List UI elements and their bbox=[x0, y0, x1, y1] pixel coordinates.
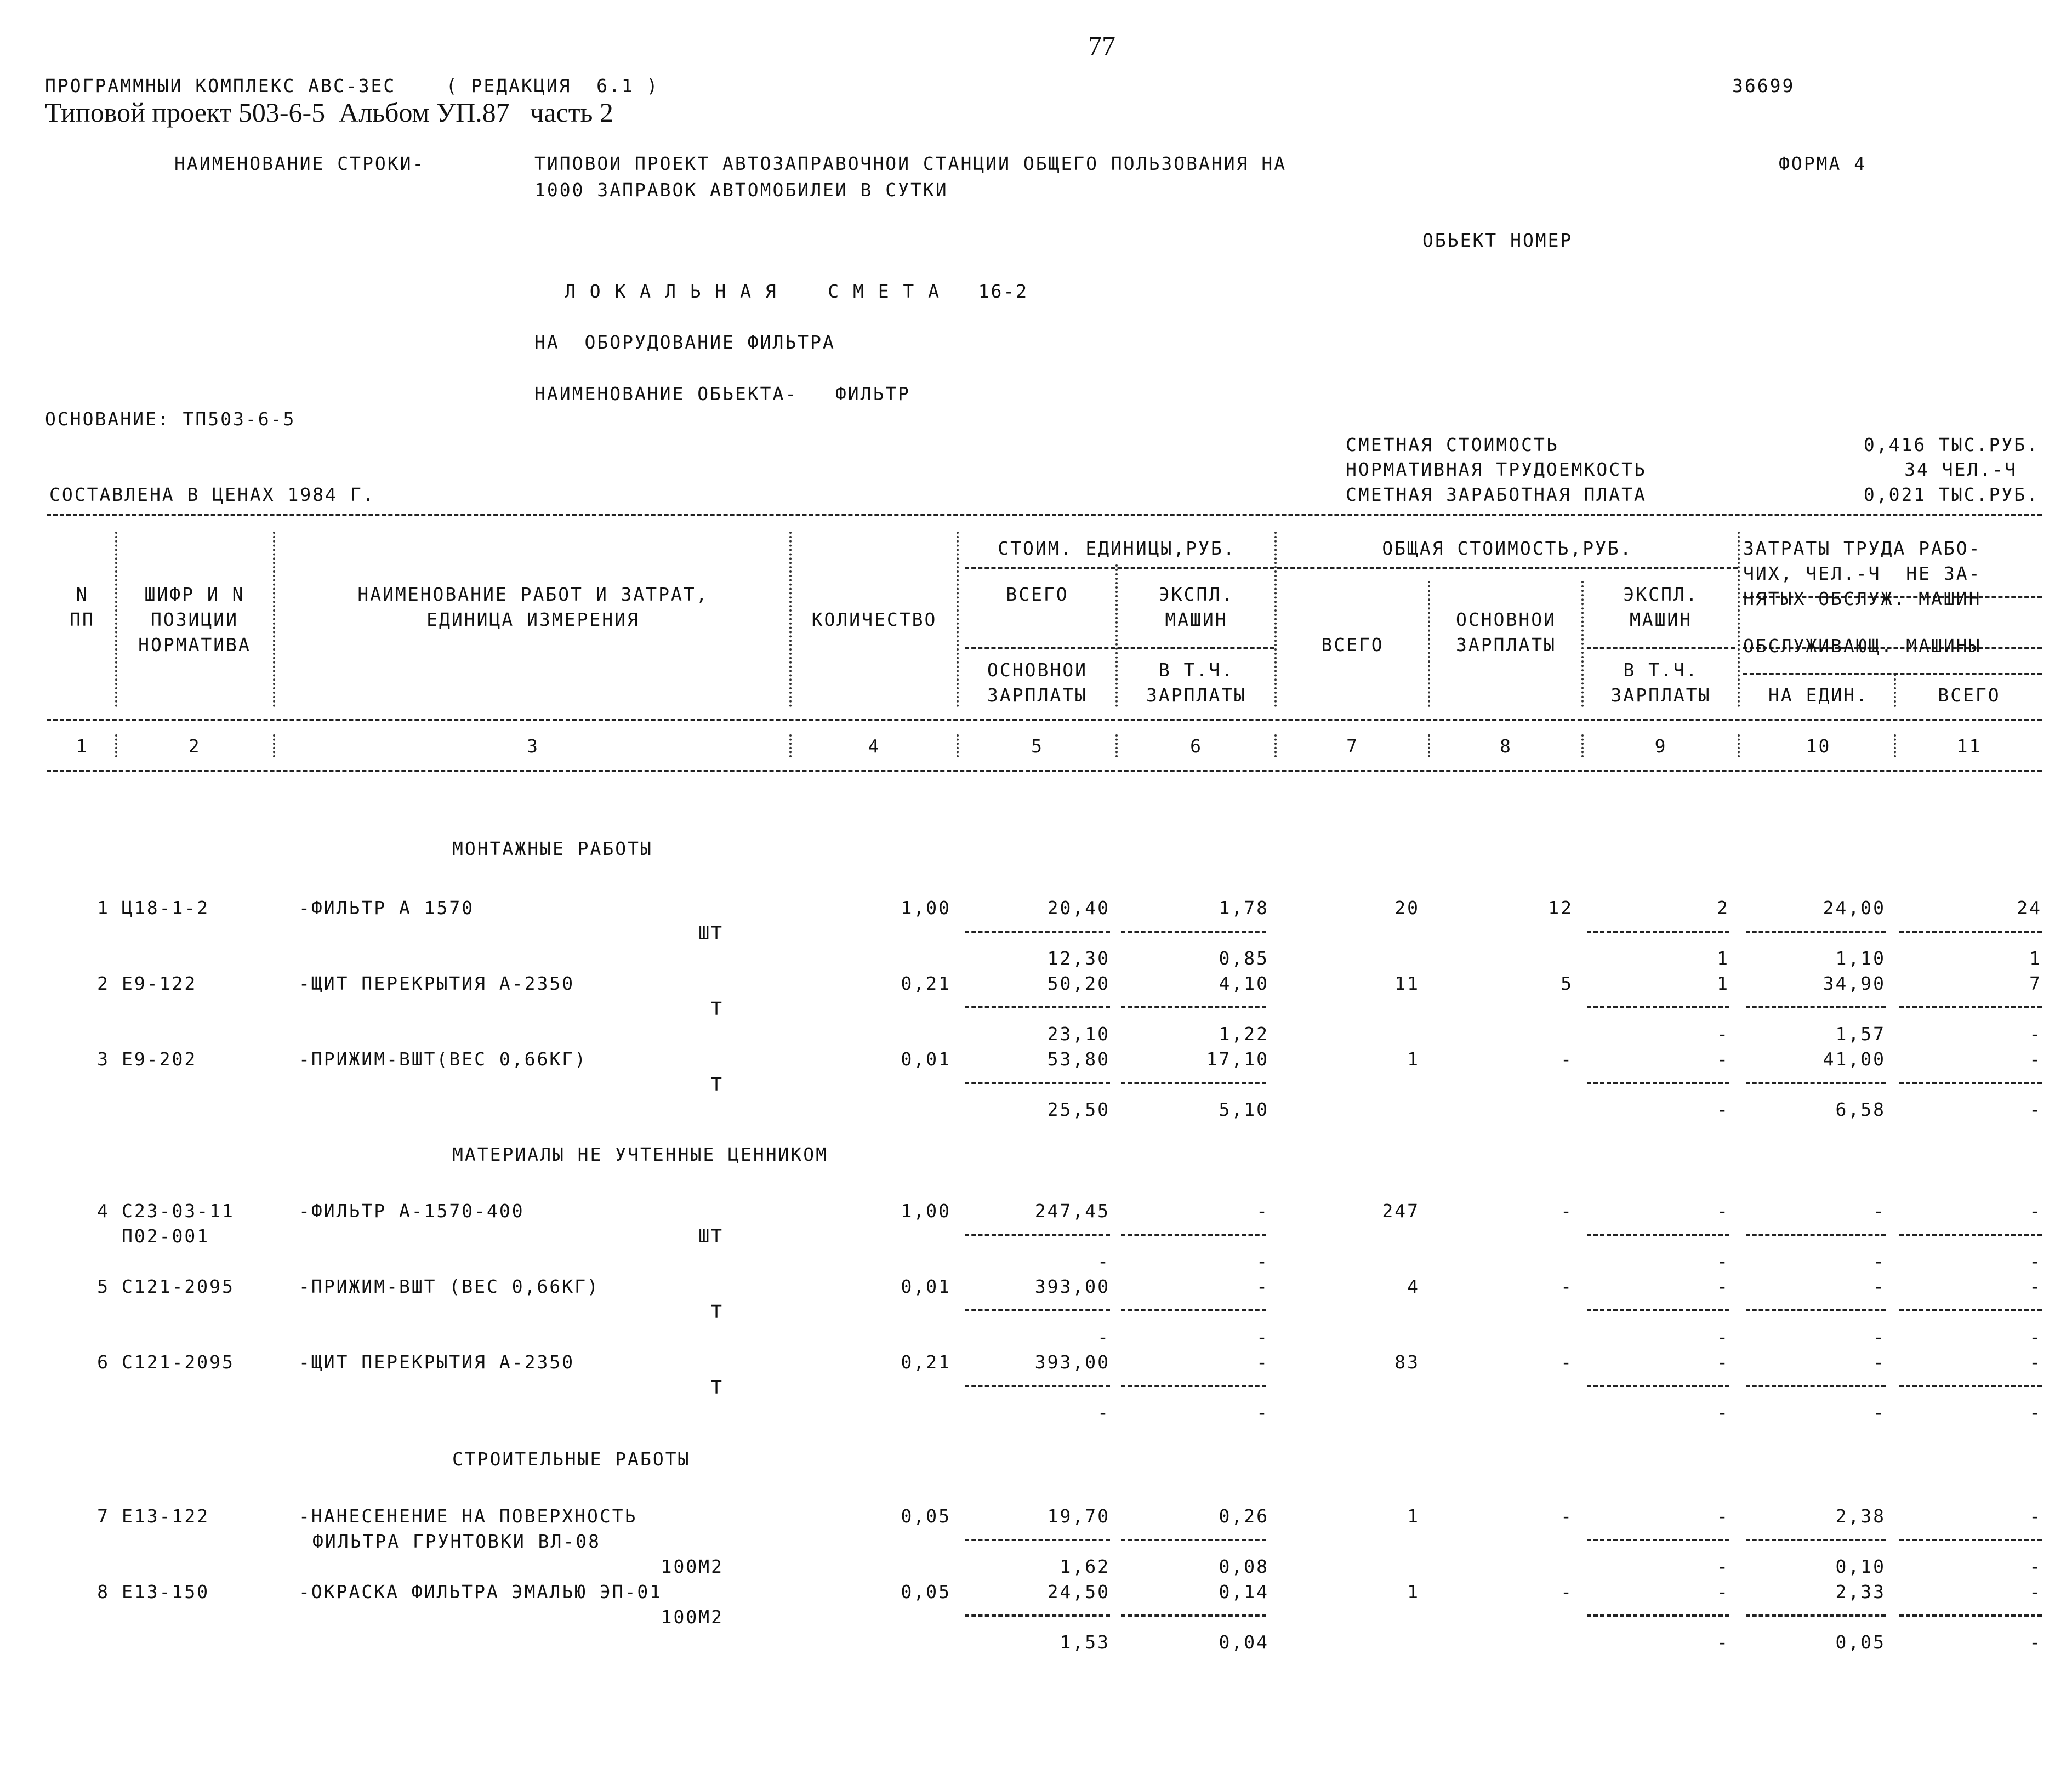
subrule bbox=[1121, 1234, 1266, 1236]
service-labor-total: - bbox=[2029, 1326, 2042, 1348]
unit-machine-cost: - bbox=[1256, 1200, 1269, 1222]
unit-incl-header: В Т.Ч. bbox=[1158, 659, 1234, 681]
column-number: 2 bbox=[188, 735, 201, 757]
service-labor-total: - bbox=[2029, 1556, 2042, 1577]
item-unit: Т bbox=[711, 1377, 724, 1398]
col-sep bbox=[1581, 734, 1584, 757]
unit-incl-wage: - bbox=[1256, 1251, 1269, 1272]
service-labor-total: 1 bbox=[2029, 948, 2042, 969]
column-number: 6 bbox=[1190, 735, 1203, 757]
total-incl-wage: - bbox=[1717, 1326, 1729, 1348]
table-row bbox=[0, 1050, 1, 1051]
unit-wage: - bbox=[1097, 1251, 1110, 1272]
header-bottom-rule bbox=[47, 770, 2042, 772]
subrule bbox=[1899, 1385, 2042, 1387]
total-machine: - bbox=[1717, 1351, 1729, 1373]
item-unit: 100М2 bbox=[661, 1556, 724, 1577]
item-code: Е13-122 bbox=[122, 1505, 210, 1527]
total-wage: - bbox=[1561, 1505, 1573, 1527]
column-number: 5 bbox=[1031, 735, 1044, 757]
item-number: 5 bbox=[97, 1276, 110, 1297]
total-incl-wage: - bbox=[1717, 1251, 1729, 1272]
total-machine: - bbox=[1717, 1581, 1729, 1602]
total-all-header: ВСЕГО bbox=[1321, 634, 1384, 655]
header-sub-rule bbox=[965, 567, 1274, 569]
summary-label: СМЕТНАЯ СТОИМОСТЬ bbox=[1346, 434, 1559, 455]
total-machine: 1 bbox=[1717, 973, 1729, 994]
total-cost: 1 bbox=[1407, 1581, 1420, 1602]
summary-label: СМЕТНАЯ ЗАРАБОТНАЯ ПЛАТА bbox=[1346, 484, 1647, 505]
total-machine: - bbox=[1717, 1200, 1729, 1222]
col-sep bbox=[1738, 734, 1740, 757]
subrule bbox=[1587, 1309, 1729, 1311]
row-name-line2: 1000 ЗАПРАВОК АВТОМОБИЛЕИ В СУТКИ bbox=[534, 179, 948, 201]
col-sep bbox=[957, 734, 959, 757]
subrule bbox=[1121, 1082, 1266, 1084]
col3-header: НАИМЕНОВАНИЕ РАБОТ И ЗАТРАТ, bbox=[357, 584, 709, 605]
col-sep bbox=[1274, 734, 1277, 757]
unit-incl-wage: 1,22 bbox=[1219, 1023, 1269, 1045]
item-code: Ц18-1-2 bbox=[122, 897, 210, 918]
unit-wage: - bbox=[1097, 1402, 1110, 1423]
unit-wage: 12,30 bbox=[1047, 948, 1110, 969]
subrule bbox=[1121, 1006, 1266, 1008]
item-unit: Т bbox=[711, 998, 724, 1019]
item-number: 2 bbox=[97, 973, 110, 994]
col-sep bbox=[789, 734, 792, 757]
subrule bbox=[965, 1234, 1110, 1236]
service-labor-total: - bbox=[2029, 1023, 2042, 1045]
unit-machine-header: ЭКСПЛ. bbox=[1158, 584, 1234, 605]
col-sep bbox=[957, 532, 959, 707]
labor-header: НЯТЫХ ОБСЛУЖ. МАШИН bbox=[1743, 588, 1982, 609]
subrule bbox=[1746, 1539, 1886, 1541]
subrule bbox=[1746, 931, 1886, 933]
subrule bbox=[1746, 1006, 1886, 1008]
subrule bbox=[1899, 1614, 2042, 1617]
item-number: 1 bbox=[97, 897, 110, 918]
labor-unit: 2,33 bbox=[1835, 1581, 1886, 1602]
col-sep bbox=[789, 532, 792, 707]
subrule bbox=[1587, 1539, 1729, 1541]
labor-total: 7 bbox=[2029, 973, 2042, 994]
header-sub-rule bbox=[965, 647, 1274, 649]
item-name: -ЩИТ ПЕРЕКРЫТИЯ А-2350 bbox=[299, 973, 575, 994]
col1-header: ПП bbox=[70, 609, 95, 630]
col-sep bbox=[1115, 564, 1118, 707]
object-number-label: ОБЬЕКТ НОМЕР bbox=[1422, 230, 1573, 251]
column-number: 11 bbox=[1956, 735, 1982, 757]
total-cost: 20 bbox=[1394, 897, 1420, 918]
column-number: 7 bbox=[1346, 735, 1359, 757]
col4-header: КОЛИЧЕСТВО bbox=[811, 609, 937, 630]
unit-total-cost: 247,45 bbox=[1034, 1200, 1110, 1222]
subrule bbox=[1121, 1309, 1266, 1311]
total-wage-header: ЗАРПЛАТЫ bbox=[1456, 634, 1556, 655]
labor-unit: - bbox=[1873, 1351, 1886, 1373]
unit-machine-cost: 0,14 bbox=[1219, 1581, 1269, 1602]
service-labor-total: - bbox=[2029, 1251, 2042, 1272]
item-name: -НАНЕСЕНЕНИЕ НА ПОВЕРХНОСТЬ bbox=[299, 1505, 637, 1527]
item-code: Е9-202 bbox=[122, 1048, 197, 1070]
unit-incl-wage: 0,08 bbox=[1219, 1556, 1269, 1577]
subrule bbox=[1746, 1385, 1886, 1387]
item-unit: Т bbox=[711, 1301, 724, 1322]
unit-incl-wage: - bbox=[1256, 1326, 1269, 1348]
subrule bbox=[1899, 1082, 2042, 1084]
total-wage-header: ОСНОВНОИ bbox=[1456, 609, 1556, 630]
subrule bbox=[1121, 1385, 1266, 1387]
program-line: ПРОГРАММНЫИ КОМПЛЕКС АВС-3ЕС ( РЕДАКЦИЯ 6.1 ) bbox=[45, 75, 659, 96]
item-quantity: 0,05 bbox=[901, 1581, 951, 1602]
unit-total-cost: 20,40 bbox=[1047, 897, 1110, 918]
unit-wage: - bbox=[1097, 1326, 1110, 1348]
table-row bbox=[0, 1353, 1, 1354]
total-incl-wage: 1 bbox=[1717, 948, 1729, 969]
labor-header: ЗАТРАТЫ ТРУДА РАБО- bbox=[1743, 538, 1982, 559]
table-row bbox=[0, 1277, 1, 1278]
col-sep bbox=[1428, 581, 1430, 707]
column-number: 1 bbox=[76, 735, 89, 757]
item-unit: Т bbox=[711, 1074, 724, 1095]
col1-header: N bbox=[76, 584, 89, 605]
labor-unit: 34,90 bbox=[1823, 973, 1886, 994]
total-incl-header: В Т.Ч. bbox=[1623, 659, 1699, 681]
subrule bbox=[1121, 1614, 1266, 1617]
service-labor-total: - bbox=[2029, 1402, 2042, 1423]
total-incl-wage: - bbox=[1717, 1402, 1729, 1423]
item-name: -ФИЛЬТР А-1570-400 bbox=[299, 1200, 525, 1222]
summary-label: НОРМАТИВНАЯ ТРУДОЕМКОСТЬ bbox=[1346, 459, 1647, 480]
subrule bbox=[965, 1539, 1110, 1541]
subrule bbox=[1587, 1385, 1729, 1387]
item-name: -ПРИЖИМ-ВШТ(ВЕС 0,66КГ) bbox=[299, 1048, 587, 1070]
col-sep bbox=[273, 734, 275, 757]
total-incl-wage: - bbox=[1717, 1099, 1729, 1120]
item-quantity: 1,00 bbox=[901, 897, 951, 918]
unit-wage: 1,53 bbox=[1060, 1631, 1110, 1653]
subrule bbox=[1121, 931, 1266, 933]
labor-header: ЧИХ, ЧЕЛ.-Ч НЕ ЗА- bbox=[1743, 563, 1982, 584]
unit-total-cost: 19,70 bbox=[1047, 1505, 1110, 1527]
subrule bbox=[1899, 1309, 2042, 1311]
service-labor-unit: - bbox=[1873, 1326, 1886, 1348]
item-number: 3 bbox=[97, 1048, 110, 1070]
service-labor-total: - bbox=[2029, 1631, 2042, 1653]
item-number: 6 bbox=[97, 1351, 110, 1373]
subrule bbox=[1746, 1082, 1886, 1084]
total-cost: 247 bbox=[1382, 1200, 1420, 1222]
total-incl-wage: - bbox=[1717, 1023, 1729, 1045]
item-number: 4 bbox=[97, 1200, 110, 1222]
total-wage: 12 bbox=[1548, 897, 1573, 918]
total-machine-header: ЭКСПЛ. bbox=[1623, 584, 1699, 605]
item-name: -ОКРАСКА ФИЛЬТРА ЭМАЛЬЮ ЭП-01 bbox=[299, 1581, 663, 1602]
item-number: 7 bbox=[97, 1505, 110, 1527]
labor-total: 24 bbox=[2017, 897, 2042, 918]
labor-service-header: ОБСЛУЖИВАЮЩ. МАШИНЫ bbox=[1743, 635, 1982, 657]
labor-unit: 41,00 bbox=[1823, 1048, 1886, 1070]
item-unit: 100М2 bbox=[661, 1606, 724, 1628]
item-name: -ЩИТ ПЕРЕКРЫТИЯ А-2350 bbox=[299, 1351, 575, 1373]
estimate-subject: НА ОБОРУДОВАНИЕ ФИЛЬТРА bbox=[534, 332, 835, 353]
labor-total: - bbox=[2029, 1505, 2042, 1527]
col-sep bbox=[273, 532, 275, 707]
service-labor-unit: 1,57 bbox=[1835, 1023, 1886, 1045]
summary-value: 0,021 ТЫС.РУБ. bbox=[1863, 484, 2039, 505]
item-quantity: 0,05 bbox=[901, 1505, 951, 1527]
col-sep bbox=[1894, 734, 1896, 757]
unit-total-cost: 50,20 bbox=[1047, 973, 1110, 994]
unit-machine-cost: - bbox=[1256, 1276, 1269, 1297]
subrule bbox=[965, 1614, 1110, 1617]
unit-machine-cost: 4,10 bbox=[1219, 973, 1269, 994]
total-cost: 1 bbox=[1407, 1505, 1420, 1527]
labor-total: - bbox=[2029, 1200, 2042, 1222]
labor-total: - bbox=[2029, 1581, 2042, 1602]
item-code: Е9-122 bbox=[122, 973, 197, 994]
col-sep bbox=[1894, 674, 1896, 707]
item-code: Е13-150 bbox=[122, 1581, 210, 1602]
header-sub-rule bbox=[1587, 647, 1735, 649]
unit-cost-header: СТОИМ. ЕДИНИЦЫ,РУБ. bbox=[998, 538, 1236, 559]
total-cost: 4 bbox=[1407, 1276, 1420, 1297]
labor-total: - bbox=[2029, 1351, 2042, 1373]
column-number: 10 bbox=[1806, 735, 1831, 757]
total-cost: 83 bbox=[1394, 1351, 1420, 1373]
estimate-title: Л О К А Л Ь Н А Я С М Е Т А 16-2 bbox=[565, 281, 1029, 302]
col-sep bbox=[115, 532, 117, 707]
col2-header: НОРМАТИВА bbox=[138, 634, 251, 655]
total-machine: - bbox=[1717, 1505, 1729, 1527]
item-unit: ШТ bbox=[698, 1225, 724, 1247]
total-wage: 5 bbox=[1561, 973, 1573, 994]
prices-basis: СОСТАВЛЕНА В ЦЕНАХ 1984 Г. bbox=[49, 484, 375, 505]
subrule bbox=[1899, 1539, 2042, 1541]
item-quantity: 0,21 bbox=[901, 973, 951, 994]
unit-wage: 23,10 bbox=[1047, 1023, 1110, 1045]
item-quantity: 0,21 bbox=[901, 1351, 951, 1373]
unit-total-cost: 24,50 bbox=[1047, 1581, 1110, 1602]
service-labor-unit: 0,05 bbox=[1835, 1631, 1886, 1653]
unit-wage-header: ЗАРПЛАТЫ bbox=[987, 684, 1088, 706]
item-name-continuation: ФИЛЬТРА ГРУНТОВКИ ВЛ-08 bbox=[312, 1531, 601, 1552]
total-machine: 2 bbox=[1717, 897, 1729, 918]
col-sep bbox=[1428, 734, 1430, 757]
album-line: Типовой проект 503-6-5 Альбом УП.87 часть 2 bbox=[45, 97, 613, 128]
labor-unit: - bbox=[1873, 1276, 1886, 1297]
table-row bbox=[0, 1507, 1, 1508]
item-code: С23-03-11 bbox=[122, 1200, 235, 1222]
section-title: МАТЕРИАЛЫ НЕ УЧТЕННЫЕ ЦЕННИКОМ bbox=[452, 1144, 829, 1165]
labor-total: - bbox=[2029, 1048, 2042, 1070]
labor-unit: 24,00 bbox=[1823, 897, 1886, 918]
item-quantity: 1,00 bbox=[901, 1200, 951, 1222]
doc-code: 36699 bbox=[1732, 75, 1795, 96]
subrule bbox=[1899, 1234, 2042, 1236]
total-cost-header: ОБЩАЯ СТОИМОСТЬ,РУБ. bbox=[1382, 538, 1633, 559]
col-sep bbox=[1581, 581, 1584, 707]
total-cost: 11 bbox=[1394, 973, 1420, 994]
labor-total-header: ВСЕГО bbox=[1938, 684, 2001, 706]
subrule bbox=[1899, 931, 2042, 933]
total-machine: - bbox=[1717, 1276, 1729, 1297]
unit-machine-cost: 1,78 bbox=[1219, 897, 1269, 918]
unit-wage: 25,50 bbox=[1047, 1099, 1110, 1120]
total-wage: - bbox=[1561, 1276, 1573, 1297]
subrule bbox=[965, 1082, 1110, 1084]
service-labor-unit: 1,10 bbox=[1835, 948, 1886, 969]
total-wage: - bbox=[1561, 1048, 1573, 1070]
subrule bbox=[965, 1385, 1110, 1387]
total-incl-wage: - bbox=[1717, 1631, 1729, 1653]
subrule bbox=[1121, 1539, 1266, 1541]
object-name: НАИМЕНОВАНИЕ ОБЬЕКТА- ФИЛЬТР bbox=[534, 383, 911, 404]
header-top-rule bbox=[47, 514, 2042, 516]
service-labor-unit: 0,10 bbox=[1835, 1556, 1886, 1577]
unit-incl-wage: 0,85 bbox=[1219, 948, 1269, 969]
col3-header: ЕДИНИЦА ИЗМЕРЕНИЯ bbox=[426, 609, 640, 630]
total-incl-wage: - bbox=[1717, 1556, 1729, 1577]
labor-unit-header: НА ЕДИН. bbox=[1768, 684, 1869, 706]
col2-header: ПОЗИЦИИ bbox=[150, 609, 239, 630]
header-sub-rule bbox=[1277, 567, 1738, 569]
col-sep bbox=[1738, 532, 1740, 707]
total-incl-header: ЗАРПЛАТЫ bbox=[1610, 684, 1711, 706]
item-code-continuation: П02-001 bbox=[122, 1225, 210, 1247]
subrule bbox=[1587, 1006, 1729, 1008]
unit-wage-header: ОСНОВНОИ bbox=[987, 659, 1088, 681]
column-number: 8 bbox=[1500, 735, 1512, 757]
unit-machine-cost: - bbox=[1256, 1351, 1269, 1373]
col-sep bbox=[115, 734, 117, 757]
header-sub-rule bbox=[1743, 673, 2042, 675]
subrule bbox=[965, 931, 1110, 933]
total-cost: 1 bbox=[1407, 1048, 1420, 1070]
unit-machine-cost: 17,10 bbox=[1206, 1048, 1269, 1070]
unit-total-cost: 393,00 bbox=[1034, 1351, 1110, 1373]
section-title: СТРОИТЕЛЬНЫЕ РАБОТЫ bbox=[452, 1448, 691, 1470]
column-number: 4 bbox=[868, 735, 881, 757]
column-number: 9 bbox=[1654, 735, 1667, 757]
subrule bbox=[1746, 1614, 1886, 1617]
total-wage: - bbox=[1561, 1581, 1573, 1602]
subrule bbox=[1587, 1614, 1729, 1617]
column-number: 3 bbox=[527, 735, 539, 757]
total-machine: - bbox=[1717, 1048, 1729, 1070]
unit-total-cost: 53,80 bbox=[1047, 1048, 1110, 1070]
page-number: 77 bbox=[1088, 30, 1115, 61]
item-name: -ФИЛЬТР А 1570 bbox=[299, 897, 475, 918]
total-wage: - bbox=[1561, 1200, 1573, 1222]
unit-incl-wage: 5,10 bbox=[1219, 1099, 1269, 1120]
service-labor-unit: - bbox=[1873, 1402, 1886, 1423]
item-unit: ШТ bbox=[698, 922, 724, 944]
subrule bbox=[1587, 1234, 1729, 1236]
header-number-top-rule bbox=[47, 719, 2042, 721]
labor-unit: 2,38 bbox=[1835, 1505, 1886, 1527]
total-wage: - bbox=[1561, 1351, 1573, 1373]
col-sep bbox=[1115, 734, 1118, 757]
item-name: -ПРИЖИМ-ВШТ (ВЕС 0,66КГ) bbox=[299, 1276, 600, 1297]
unit-incl-wage: - bbox=[1256, 1402, 1269, 1423]
item-number: 8 bbox=[97, 1581, 110, 1602]
service-labor-total: - bbox=[2029, 1099, 2042, 1120]
row-name-label: НАИМЕНОВАНИЕ СТРОКИ- bbox=[174, 153, 425, 174]
form-label: ФОРМА 4 bbox=[1779, 153, 1867, 174]
labor-unit: - bbox=[1873, 1200, 1886, 1222]
item-quantity: 0,01 bbox=[901, 1276, 951, 1297]
item-quantity: 0,01 bbox=[901, 1048, 951, 1070]
summary-value: 0,416 ТЫС.РУБ. bbox=[1863, 434, 2039, 455]
labor-total: - bbox=[2029, 1276, 2042, 1297]
subrule bbox=[965, 1006, 1110, 1008]
subrule bbox=[1746, 1309, 1886, 1311]
unit-incl-wage: 0,04 bbox=[1219, 1631, 1269, 1653]
unit-total-cost: 393,00 bbox=[1034, 1276, 1110, 1297]
basis: ОСНОВАНИЕ: ТП503-6-5 bbox=[45, 408, 296, 430]
total-machine-header: МАШИН bbox=[1629, 609, 1693, 630]
item-code: С121-2095 bbox=[122, 1276, 235, 1297]
item-code: С121-2095 bbox=[122, 1351, 235, 1373]
subrule bbox=[1587, 931, 1729, 933]
subrule bbox=[1587, 1082, 1729, 1084]
subrule bbox=[1899, 1006, 2042, 1008]
summary-value: 34 ЧЕЛ.-Ч bbox=[1904, 459, 2017, 480]
subrule bbox=[1746, 1234, 1886, 1236]
unit-machine-header: МАШИН bbox=[1165, 609, 1228, 630]
unit-incl-header: ЗАРПЛАТЫ bbox=[1146, 684, 1246, 706]
unit-machine-cost: 0,26 bbox=[1219, 1505, 1269, 1527]
col2-header: ШИФР И N bbox=[144, 584, 245, 605]
subrule bbox=[965, 1309, 1110, 1311]
table-row bbox=[0, 974, 1, 975]
unit-total-header: ВСЕГО bbox=[1006, 584, 1069, 605]
unit-wage: 1,62 bbox=[1060, 1556, 1110, 1577]
service-labor-unit: 6,58 bbox=[1835, 1099, 1886, 1120]
col-sep bbox=[1274, 532, 1277, 707]
section-title: МОНТАЖНЫЕ РАБОТЫ bbox=[452, 838, 653, 859]
service-labor-unit: - bbox=[1873, 1251, 1886, 1272]
row-name-line1: ТИПОВОИ ПРОЕКТ АВТОЗАПРАВОЧНОИ СТАНЦИИ ОБЩЕГО ПОЛЬЗОВАНИЯ НА bbox=[534, 153, 1287, 174]
